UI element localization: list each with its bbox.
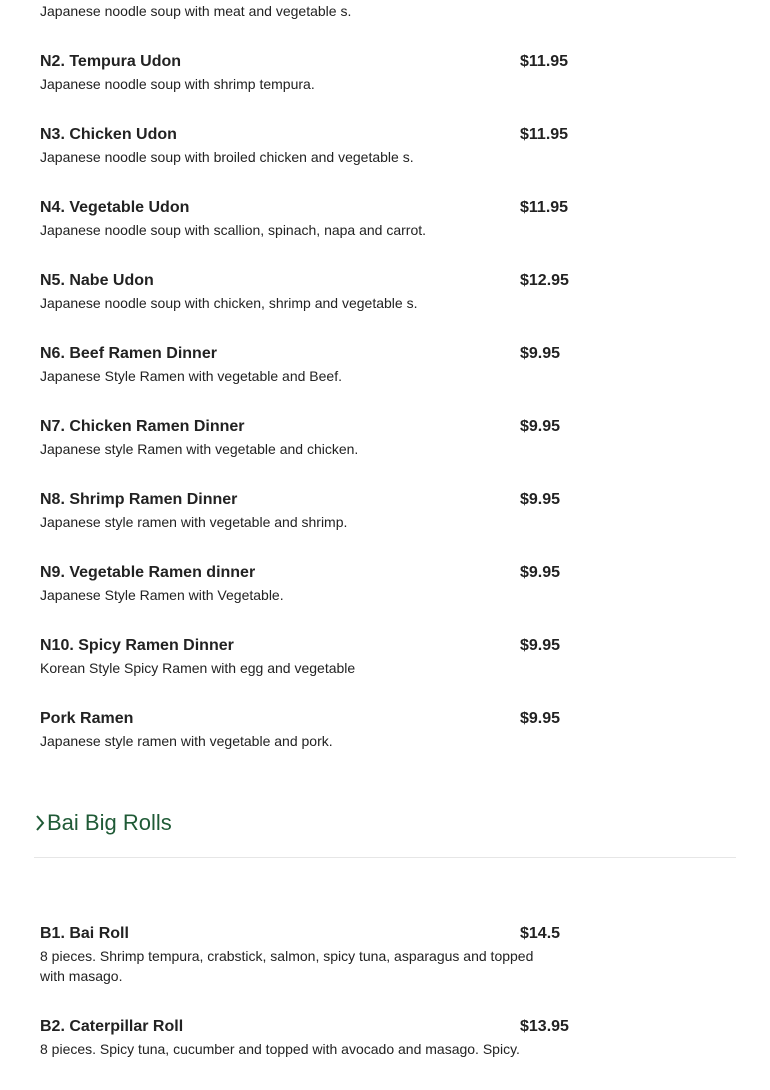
item-name: N2. Tempura Udon [40,53,182,70]
item-price: $11.95 [520,126,569,143]
item-price: $9.95 [520,710,561,727]
item-name: N4. Vegetable Udon [40,199,190,216]
item-price: $13.95 [520,1018,569,1035]
item-name: N9. Vegetable Ramen dinner [40,564,256,581]
item-name: N6. Beef Ramen Dinner [40,345,217,362]
item-name: N7. Chicken Ramen Dinner [40,418,245,435]
item-name: N10. Spicy Ramen Dinner [40,637,234,654]
item-description: Japanese style ramen with vegetable and shrimp. [40,514,348,530]
item-price: $9.95 [520,637,561,654]
item-price: $9.95 [520,418,561,435]
item-description: Japanese Style Ramen with vegetable and Beef. [40,368,342,384]
item-name: B2. Caterpillar Roll [40,1018,184,1035]
section-header-bai-big-rolls[interactable] [34,806,172,840]
item-description: Japanese noodle soup with broiled chicken and vegetable s. [40,149,414,165]
item-description: Japanese style ramen with vegetable and pork. [40,733,333,749]
chevron-right-icon [34,806,47,840]
item-price: $9.95 [520,564,561,581]
item-price: $9.95 [520,345,561,362]
section-divider [34,857,736,858]
item-description: Japanese noodle soup with chicken, shrimp and vegetable s. [40,295,418,311]
item-name: N8. Shrimp Ramen Dinner [40,491,238,508]
item-description: 8 pieces. Spicy tuna, cucumber and topped with avocado and masago. Spicy. [40,1041,520,1057]
item-price: $12.95 [520,272,569,289]
item-name: N3. Chicken Udon [40,126,177,143]
item-description: 8 pieces. Shrimp tempura, crabstick, salmon, spicy tuna, asparagus and topped with masago. [40,948,534,984]
item-name: Pork Ramen [40,710,134,727]
section-title: Bai Big Rolls [47,810,172,835]
item-price: $14.5 [520,925,561,942]
item-price: $11.95 [520,199,569,216]
item-description: Korean Style Spicy Ramen with egg and vegetable [40,660,356,676]
item-description: Japanese noodle soup with shrimp tempura. [40,76,315,92]
item-description: Japanese noodle soup with meat and vegetable s. [40,3,352,19]
item-price: $9.95 [520,491,561,508]
item-price: $11.95 [520,53,569,70]
item-description: Japanese Style Ramen with Vegetable. [40,587,284,603]
item-name: N5. Nabe Udon [40,272,154,289]
item-description: Japanese noodle soup with scallion, spinach, napa and carrot. [40,222,427,238]
item-name: B1. Bai Roll [40,925,129,942]
item-description: Japanese style Ramen with vegetable and chicken. [40,441,359,457]
